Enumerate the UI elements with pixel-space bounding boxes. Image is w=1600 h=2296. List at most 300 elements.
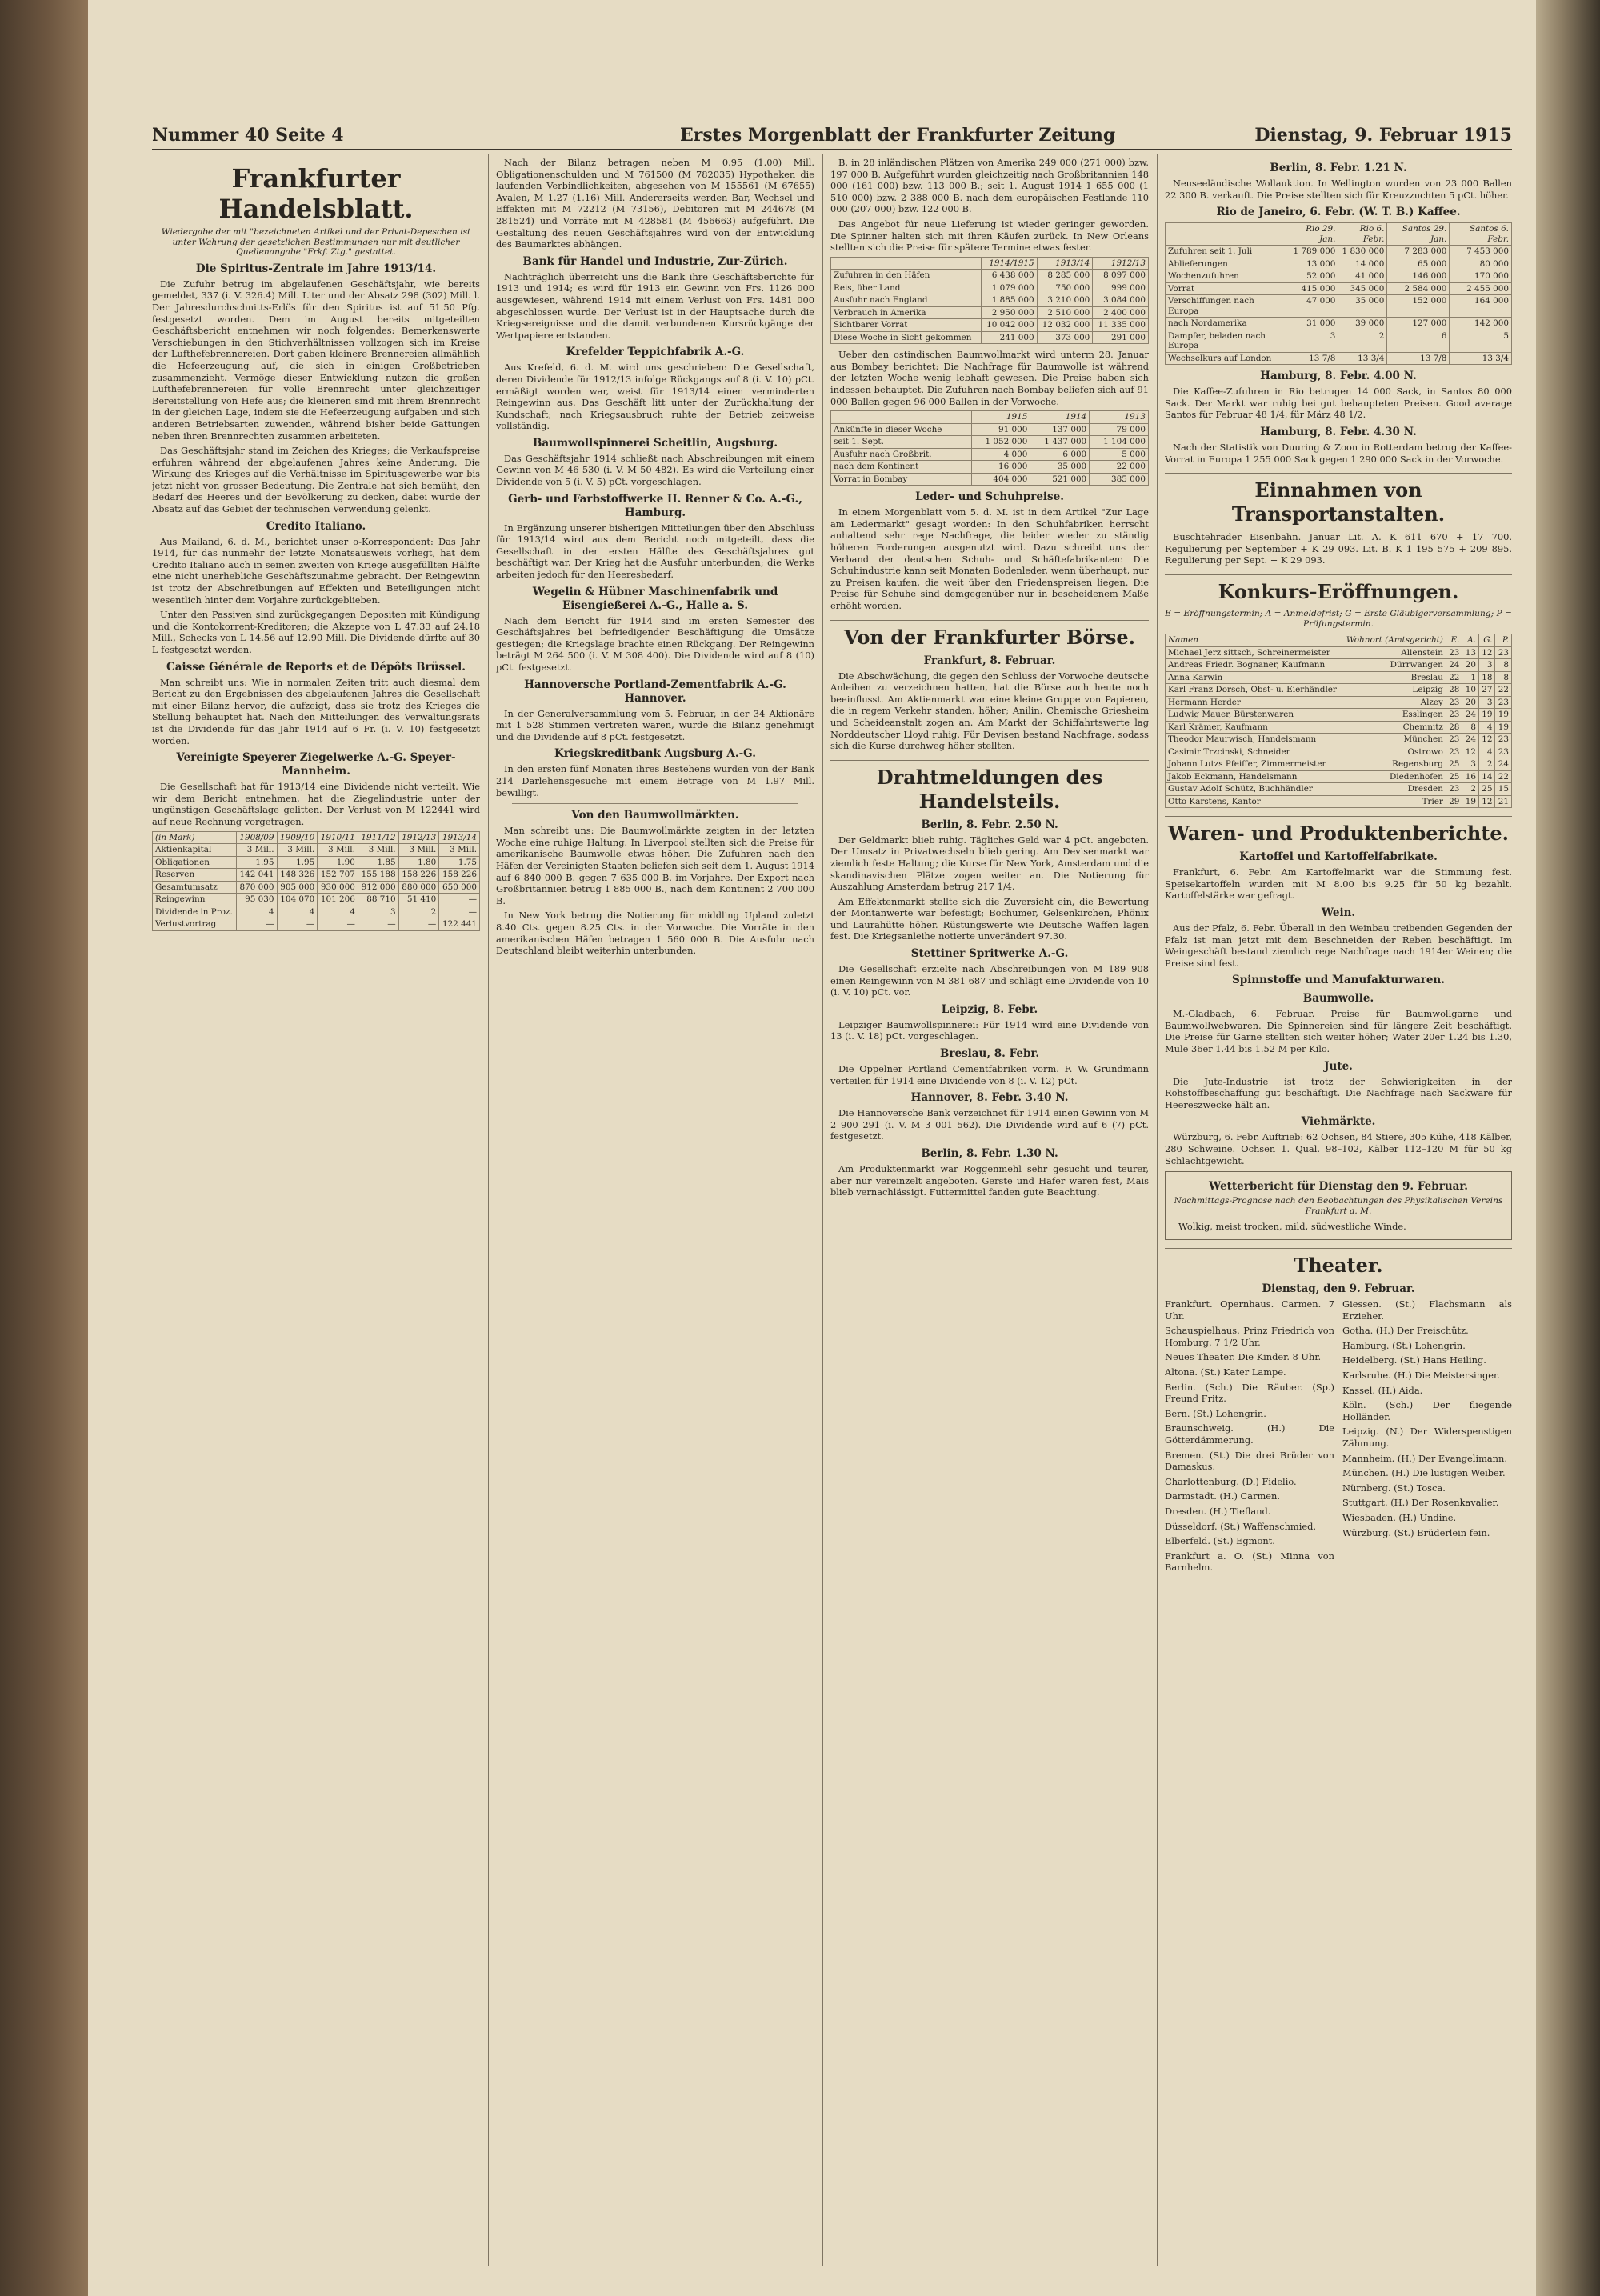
table-header: [1166, 223, 1290, 246]
table-cell: Esslingen: [1342, 709, 1446, 722]
article-text: Am Effektenmarkt stellte sich die Zuversicht ein, die Bewertung der Montanwerte war befestigt; Bochumer, Gelsenkirchen, Phönix und Laurahütte höher. Rüstungswerte wie Deutsche Waffen lagen fest. Die Kriegsanleihe notierte unverändert 97.30.: [830, 895, 1149, 942]
table-cell: 385 000: [1090, 473, 1149, 486]
article-text: Man schreibt uns: Die Baumwollmärkte zeigten in der letzten Woche eine ruhige Haltung. In Liverpool stellten sich die Preise für amerikanische Baumwolle etwas höher. Die Zufuhren nach den Häfen der Vereinigten Staaten beliefen sich seit dem 1. August 1914 auf 6 840 000 B. gegen 7 635 000 B. im Vorjahre. Der Export nach Großbritannien betrug 1 885 000 B., nach dem Kontinent 2 700 000 B.: [496, 825, 814, 906]
table-cell: 345 000: [1338, 282, 1387, 295]
table-cell: Verlustvortrag: [153, 918, 237, 931]
table-cell: 142 041: [236, 869, 277, 882]
table-cell: Ausfuhr nach England: [831, 294, 982, 307]
article-heading: Kartoffel und Kartoffelfabrikate.: [1239, 850, 1438, 864]
article-heading: Vereinigte Speyerer Ziegelwerke A.-G. Speyer-Mannheim.: [176, 751, 456, 778]
table-cell: 13 3/4: [1450, 352, 1512, 365]
table-cell: Dampfer, beladen nach Europa: [1166, 330, 1290, 352]
table-cell: 19: [1495, 721, 1512, 734]
table-cell: 164 000: [1450, 295, 1512, 318]
article-text: Das Angebot für neue Lieferung ist wieder geringer geworden. Die Spinner halten sich mit ihren Käufen zurück. In New Orleans stellten sich die Preise für spätere Termine etwas fester.: [830, 218, 1149, 254]
table-row: [831, 436, 1149, 449]
theater-entry: Giessen. (St.) Flachsmann als Erzieher.: [1342, 1298, 1512, 1322]
table-cell: 79 000: [1090, 423, 1149, 436]
theater-entry: Braunschweig. (H.) Die Götterdämmerung.: [1165, 1422, 1334, 1446]
table-cell: 13: [1462, 646, 1479, 659]
table-cell: Wechselkurs auf London: [1166, 352, 1290, 365]
table-cell: 29: [1446, 795, 1462, 808]
konkurs-table: [1165, 634, 1512, 808]
table-cell: 4: [1478, 721, 1495, 734]
ziegelwerke-table: [152, 831, 480, 931]
table-cell: Vorrat in Bombay: [831, 473, 972, 486]
table-cell: 170 000: [1450, 270, 1512, 283]
table-cell: 2 510 000: [1037, 306, 1093, 319]
article-text: Die Abschwächung, die gegen den Schluss der Vorwoche deutsche Anleihen zu verzeichnen hatten, hat die Börse auch heute noch beeinflusst. Am Aktienmarkt war eine kleine Gruppe von Papieren, die in regem Verkehr standen, höher; Anilin, Chemische Griesheim und Scheideanstalt zogen an. Am Markt der Schiffahrtswerte lag Norddeutscher Lloyd ruhig. Für Devisen bestand Nachfrage, sodass sich die Kurse durchweg höher stellten.: [830, 670, 1149, 752]
article-text: Ueber den ostindischen Baumwollmarkt wird unterm 28. Januar aus Bombay berichtet: Die Nachfrage für Baumwolle ist während der letzten Woche wenig lebhaft gewesen. Die Preise haben sich indessen behauptet. Die Zufuhren nach Bombay beliefen sich auf 91 000 Ballen gegen 96 000 Ballen in der Vorwoche.: [830, 349, 1149, 407]
article-text: Die Gesellschaft hat für 1913/14 eine Dividende nicht verteilt. Wie wir dem Bericht entnehmen, hat die Ziegelindustrie unter der ungünstigen Geschäftslage gelitten. Der Verlust von M 122441 wird auf neue Rechnung vorgetragen.: [152, 781, 480, 827]
article-text: Nachträglich überreicht uns die Bank ihre Geschäftsberichte für 1913 und 1914; es wird für 1913 ein Gewinn von Frs. 1126 000 ausgewiesen, während 1914 mit einem Verlust von Frs. 1481 000 abgeschlossen wurde. Der Verlust ist in der Hauptsache durch die Kriegsereignisse und die damit verbundenen Kursrückgänge der Wertpapiere entstanden.: [496, 270, 814, 341]
masthead-date: Dienstag, 9. Februar 1915: [1254, 125, 1512, 146]
article-heading: Von den Baumwollmärkten.: [571, 809, 739, 822]
theater-entry: München. (H.) Die lustigen Weiber.: [1342, 1467, 1506, 1479]
table-cell: 750 000: [1037, 282, 1093, 294]
table-cell: 905 000: [277, 881, 318, 894]
table-cell: 28: [1446, 721, 1462, 734]
table-cell: 24: [1446, 659, 1462, 672]
table-cell: Gustav Adolf Schütz, Buchhändler: [1166, 783, 1342, 796]
theater-entry: Schauspielhaus. Prinz Friedrich von Homburg. 7 1/2 Uhr.: [1165, 1325, 1334, 1348]
table-cell: 23: [1495, 734, 1512, 746]
table-cell: 18: [1478, 671, 1495, 684]
article-heading: Hannoversche Portland-Zementfabrik A.-G. Hannover.: [524, 678, 786, 705]
table-row: [153, 906, 480, 918]
theater-entry: Leipzig. (N.) Der Widerspenstigen Zähmung.: [1342, 1426, 1512, 1449]
reproduction-notice: Wiedergabe der mit "bezeichneten Artikel und der Privat-Depeschen ist unter Wahrung der gesetzlichen Bestimmungen nur mit deutlicher Quellenangabe "Frkf. Ztg." gestattet.: [161, 227, 471, 258]
table-row: [831, 270, 1149, 282]
table-cell: 80 000: [1450, 258, 1512, 270]
table-header: 1909/10: [277, 831, 318, 844]
table-cell: 2 584 000: [1387, 282, 1450, 295]
table-cell: 47 000: [1290, 295, 1338, 318]
article-text: Nach dem Bericht für 1914 sind im ersten Semester des Geschäftsjahres bei befriedigender Beschäftigung die Umsätze gestiegen; die Kriegslage brachte einen Rückgang. Der Reingewinn beträgt M 264 500 (i. V. M 308 400). Die Dividende wird auf 8 (10) pCt. festgesetzt.: [496, 614, 814, 673]
table-cell: 158 226: [439, 869, 480, 882]
table-cell: 3: [1478, 696, 1495, 709]
table-cell: 14: [1478, 770, 1495, 783]
theater-entry: Wiesbaden. (H.) Undine.: [1342, 1511, 1457, 1523]
table-cell: 1 079 000: [981, 282, 1037, 294]
table-header: G.: [1478, 634, 1495, 647]
table-row: [1166, 770, 1512, 783]
table-cell: 1.90: [318, 856, 358, 869]
theater-entry: Mannheim. (H.) Der Evangelimann.: [1342, 1452, 1507, 1464]
table-cell: 23: [1446, 746, 1462, 758]
table-cell: 1 052 000: [971, 436, 1030, 449]
table-header: E.: [1446, 634, 1462, 647]
table-header: 1912/13: [1093, 257, 1149, 270]
table-cell: 148 326: [277, 869, 318, 882]
article-text: Die Gesellschaft erzielte nach Abschreibungen von M 189 908 einen Reingewinn von M 381 687 und schlägt eine Dividende von 10 (i. V. 10) pCt. vor.: [830, 963, 1149, 998]
theater-entry: Frankfurt. Opernhaus. Carmen. 7 Uhr.: [1165, 1298, 1334, 1322]
table-cell: 23: [1446, 783, 1462, 796]
table-cell: Wochenzufuhren: [1166, 270, 1290, 283]
table-cell: 22: [1446, 671, 1462, 684]
table-cell: Chemnitz: [1342, 721, 1446, 734]
table-header: (in Mark): [153, 831, 237, 844]
theater-entry: Berlin. (Sch.) Die Räuber. (Sp.) Freund Fritz.: [1165, 1381, 1334, 1405]
table-cell: 2: [1462, 783, 1479, 796]
theater-entry: Neues Theater. Die Kinder. 8 Uhr.: [1165, 1351, 1322, 1363]
table-cell: Ostrowo: [1342, 746, 1446, 758]
article-text: Frankfurt, 6. Febr. Am Kartoffelmarkt war die Stimmung fest. Speisekartoffeln wurden mit M 8.00 bis 9.25 für 50 kg bezahlt. Kartoffelstärke war gefragt.: [1165, 866, 1512, 902]
table-cell: 2 455 000: [1450, 282, 1512, 295]
table-cell: 2 400 000: [1093, 306, 1149, 319]
table-row: [831, 331, 1149, 344]
table-cell: 13 3/4: [1338, 352, 1387, 365]
table-cell: 1 104 000: [1090, 436, 1149, 449]
table-cell: Andreas Friedr. Bognaner, Kaufmann: [1166, 659, 1342, 672]
table-cell: Ankünfte in dieser Woche: [831, 423, 972, 436]
table-cell: 3 Mill.: [398, 844, 439, 857]
table-cell: 15: [1495, 783, 1512, 796]
article-text: Am Produktenmarkt war Roggenmehl sehr gesucht und teurer, aber nur vereinzelt angeboten. Gerste und Hafer waren fest, Mais blieb vernachlässigt. Futtermittel fanden gute Beachtung.: [830, 1163, 1149, 1198]
table-cell: 373 000: [1037, 331, 1093, 344]
section-title: Theater.: [1165, 1248, 1512, 1278]
masthead-paper-title: Erstes Morgenblatt der Frankfurter Zeitung: [680, 125, 1116, 146]
table-row: [1166, 246, 1512, 258]
table-cell: 20: [1462, 659, 1479, 672]
dateline: Frankfurt, 8. Februar.: [923, 654, 1056, 667]
theater-column-left: [1165, 1298, 1334, 1577]
table-cell: 4 000: [971, 448, 1030, 461]
table-cell: 25: [1478, 783, 1495, 796]
table-cell: 6 438 000: [981, 270, 1037, 282]
table-cell: 24: [1462, 709, 1479, 722]
table-cell: 3 084 000: [1093, 294, 1149, 307]
masthead: [152, 120, 1512, 149]
theater-entry: Altona. (St.) Kater Lampe.: [1165, 1366, 1286, 1378]
table-cell: 14 000: [1338, 258, 1387, 270]
theater-entry: Bremen. (St.) Die drei Brüder von Damaskus.: [1165, 1449, 1334, 1473]
table-cell: 1: [1462, 671, 1479, 684]
table-row: [1166, 696, 1512, 709]
article-heading: Gerb- und Farbstoffwerke H. Renner & Co. A.-G., Hamburg.: [508, 492, 802, 519]
theater-entry: Düsseldorf. (St.) Waffenschmied.: [1165, 1520, 1317, 1532]
table-header: Santos 6. Febr.: [1450, 223, 1512, 246]
article-text: Neuseeländische Wollauktion. In Wellington wurden von 23 000 Ballen 22 300 B. verkauft. Die Preise stellten sich für Kreuzzuchten 5 pCt. höher.: [1165, 178, 1512, 201]
table-row: [1166, 282, 1512, 295]
table-cell: 3: [358, 906, 398, 918]
table-cell: 13 7/8: [1290, 352, 1338, 365]
konkurs-legend: E = Eröffnungstermin; A = Anmeldefrist; G = Erste Gläubigerversammlung; P = Prüfungstermin.: [1165, 608, 1512, 629]
table-cell: —: [358, 918, 398, 931]
table-cell: 146 000: [1387, 270, 1450, 283]
table-cell: Michael Jerz sittsch, Schreinermeister: [1166, 646, 1342, 659]
table-cell: 8: [1495, 659, 1512, 672]
table-cell: 152 000: [1387, 295, 1450, 318]
article-heading: Rio de Janeiro, 6. Febr. (W. T. B.) Kaffee.: [1216, 206, 1461, 219]
table-row: [1166, 258, 1512, 270]
theater-entry: Karlsruhe. (H.) Die Meistersinger.: [1342, 1369, 1500, 1381]
table-cell: 3 Mill.: [358, 844, 398, 857]
table-row: [831, 448, 1149, 461]
theater-column-right: [1342, 1298, 1512, 1577]
table-cell: Aktienkapital: [153, 844, 237, 857]
table-cell: 1 789 000: [1290, 246, 1338, 258]
table-cell: seit 1. Sept.: [831, 436, 972, 449]
table-cell: Diedenhofen: [1342, 770, 1446, 783]
theater-entry: Dresden. (H.) Tiefland.: [1165, 1505, 1271, 1517]
table-cell: 4: [277, 906, 318, 918]
section-title: Drahtmeldungen des Handelsteils.: [830, 760, 1149, 814]
table-cell: Zufuhren seit 1. Juli: [1166, 246, 1290, 258]
table-row: [1166, 709, 1512, 722]
article-text: Das Geschäftsjahr stand im Zeichen des Krieges; die Verkaufspreise erfuhren während der abgelaufenen Jahres keine Änderung. Die Wirkung des Krieges auf die Verhältnisse im Spiritusgewerbe war bis jetzt nicht von grosser Bedeutung. Die Zentrale hat sich bemüht, den Bedarf des Heeres und der Bevölkerung zu decken, dabei wurde der Absatz auf das Gebiet der technischen Verwendung gelenkt.: [152, 445, 480, 515]
table-cell: 241 000: [981, 331, 1037, 344]
table-cell: 22: [1495, 684, 1512, 697]
table-cell: 8 285 000: [1037, 270, 1093, 282]
table-cell: 5: [1450, 330, 1512, 352]
table-cell: 1.75: [439, 856, 480, 869]
table-cell: 31 000: [1290, 318, 1338, 330]
section-title: Von der Frankfurter Börse.: [830, 620, 1149, 650]
table-cell: Alzey: [1342, 696, 1446, 709]
table-cell: 12: [1478, 795, 1495, 808]
table-cell: Reingewinn: [153, 894, 237, 906]
table-cell: nach Nordamerika: [1166, 318, 1290, 330]
table-cell: Verschiffungen nach Europa: [1166, 295, 1290, 318]
article-text: Die Zufuhr betrug im abgelaufenen Geschäftsjahr, wie bereits gemeldet, 337 (i. V. 326.4) Mill. Liter und der Absatz 298 (302) Mill. l. Der Jahresdurchschnitts-Erlös für den Spiritus ist auf 51.50 Pfg. festgesetzt worden. Dem im August bereits mitgeteilten Geschäftsbericht entnehmen wir noch folgendes: Bemerkenswerte Verschiebungen in den Stichverhältnissen vollzogen sich im Kreise der Lufthefebrennereien. Dort gaben kleinere Brennereien allmählich die Hefeerzeugung auf, die sich in einigen Großbetrieben zusammenzieht. Vermöge dieser Entwicklung nutzen die großen Lufthefebrennereien für volle Brennrecht unter gleichzeitiger Bereitstellung von Hefe aus; die kleineren sind mit ihrem Brennrecht in der gleichen Lage, indem sie die Hefeerzeugung aufgaben und sich anderen Betriebsarten zuwenden, während bisher beide Gattungen neben ihren Brennrechten zusammen arbeiteten.: [152, 278, 480, 442]
table-cell: 91 000: [971, 423, 1030, 436]
table-cell: Otto Karstens, Kantor: [1166, 795, 1342, 808]
page-edge: [1536, 0, 1600, 2296]
table-cell: 3 Mill.: [439, 844, 480, 857]
table-cell: Ausfuhr nach Großbrit.: [831, 448, 972, 461]
table-cell: 23: [1495, 746, 1512, 758]
table-cell: 650 000: [439, 881, 480, 894]
table-cell: 10: [1462, 684, 1479, 697]
section-title: Frankfurter Handelsblatt.: [218, 163, 414, 224]
table-cell: —: [318, 918, 358, 931]
table-cell: 21: [1495, 795, 1512, 808]
table-cell: 3: [1462, 758, 1479, 771]
theater-entry: Nürnberg. (St.) Tosca.: [1342, 1482, 1446, 1494]
table-cell: Dividende in Proz.: [153, 906, 237, 918]
theater-listings: [1165, 1298, 1512, 1577]
table-cell: 12 032 000: [1037, 319, 1093, 332]
weather-text: Wolkig, meist trocken, mild, südwestliche Winde.: [1178, 1221, 1406, 1233]
article-text: M.-Gladbach, 6. Februar. Preise für Baumwollgarne und Baumwollwebwaren. Die Spinnereien sind für längere Zeit beschäftigt. Die Preise für Garne stellten sich weiter höher; Water 20er 1.24 bis 1.30, Mule 36er 1.44 bis 1.52 M per Kilo.: [1165, 1008, 1512, 1055]
table-row: [1166, 330, 1512, 352]
table-row: [1166, 318, 1512, 330]
table-header: 1910/11: [318, 831, 358, 844]
article-heading: Leder- und Schuhpreise.: [915, 490, 1064, 504]
table-cell: 127 000: [1387, 318, 1450, 330]
table-cell: 41 000: [1338, 270, 1387, 283]
table-cell: Leipzig: [1342, 684, 1446, 697]
table-row: [1166, 684, 1512, 697]
table-row: [1166, 746, 1512, 758]
theater-entry: Gotha. (H.) Der Freischütz.: [1342, 1325, 1469, 1337]
article-text: Aus Krefeld, 6. d. M. wird uns geschrieben: Die Gesellschaft, deren Dividende für 1912/13 infolge Rückgangs auf 8 (i. V. 10) pCt. ermäßigt worden war, weist für 1913/14 einen verminderten Reingewinn aus. Das Geschäft litt unter der Zurückhaltung der Kundschaft; nach Kriegsausbruch ruhte der Betrieb zeitweise vollständig.: [496, 362, 814, 432]
table-header: Wohnort (Amtsgericht): [1342, 634, 1446, 647]
table-cell: Vorrat: [1166, 282, 1290, 295]
column-3: [830, 157, 1149, 2269]
table-cell: 12: [1478, 734, 1495, 746]
table-cell: 7 453 000: [1450, 246, 1512, 258]
table-cell: 39 000: [1338, 318, 1387, 330]
table-cell: 51 410: [398, 894, 439, 906]
table-cell: 19: [1462, 795, 1479, 808]
column-rule: [488, 154, 489, 2266]
table-row: [831, 319, 1149, 332]
table-cell: 20: [1462, 696, 1479, 709]
table-header: [831, 257, 982, 270]
article-heading: Hamburg, 8. Febr. 4.00 N.: [1260, 370, 1417, 383]
table-cell: 8: [1462, 721, 1479, 734]
weather-subtitle: Nachmittags-Prognose nach den Beobachtungen des Physikalischen Vereins Frankfurt a. M.: [1174, 1196, 1503, 1216]
table-cell: 1.95: [236, 856, 277, 869]
theater-entry: Heidelberg. (St.) Hans Heiling.: [1342, 1354, 1486, 1366]
table-cell: 152 707: [318, 869, 358, 882]
table-header: 1911/12: [358, 831, 398, 844]
table-header: 1914/1915: [981, 257, 1037, 270]
theater-entry: Würzburg. (St.) Brüderlein fein.: [1342, 1526, 1490, 1538]
table-cell: 88 710: [358, 894, 398, 906]
article-text: Nach der Bilanz betragen neben M 0.95 (1.00) Mill. Obligationenschulden und M 761500 (M 782035) Hypotheken die laufenden Verbindlichkeiten, abgesehen von M 155561 (M 67655) Avalen, M 1.27 (1.16) Mill. Andererseits werden Bar, Wechsel und Effekten mit M 72212 (M 73156), Debitoren mit M 244678 (M 281524) und Vorräte mit M 428581 (M 456663) aufgeführt. Die Gestaltung des neuen Geschäftsjahres wird von der Entwicklung des Baumarktes abhängen.: [496, 157, 814, 250]
table-header: Namen: [1166, 634, 1342, 647]
table-cell: 16 000: [971, 461, 1030, 474]
article-heading: Caisse Générale de Reports et de Dépôts Brüssel.: [166, 660, 466, 674]
table-cell: 912 000: [358, 881, 398, 894]
table-cell: 8: [1495, 671, 1512, 684]
table-cell: Ablieferungen: [1166, 258, 1290, 270]
table-cell: 23: [1446, 734, 1462, 746]
article-text: Die Kaffee-Zufuhren in Rio betrugen 14 000 Sack, in Santos 80 000 Sack. Der Markt war ruhig bei gut behaupteten Preisen. Good average Santos für Februar 48 1/4, für März 48 1/2.: [1165, 386, 1512, 421]
article-text: Würzburg, 6. Febr. Auftrieb: 62 Ochsen, 84 Stiere, 305 Kühe, 418 Kälber, 280 Schweine. Ochsen 1. Qual. 98–102, Kälber 112–120 M für 50 kg Schlachtgewicht.: [1165, 1131, 1512, 1166]
table-cell: 1.80: [398, 856, 439, 869]
table-row: [1166, 659, 1512, 672]
table-cell: 404 000: [971, 473, 1030, 486]
table-cell: 12: [1478, 646, 1495, 659]
column-rule: [1157, 154, 1158, 2266]
section-title: Einnahmen von Transportanstalten.: [1165, 473, 1512, 526]
table-cell: 4: [1478, 746, 1495, 758]
article-text: Die Jute-Industrie ist trotz der Schwierigkeiten in der Rohstoffbeschaffung gut beschäftigt. Die Nachfrage nach Sackware für Heereszwecke hält an.: [1165, 1075, 1512, 1110]
theater-entry: Elberfeld. (St.) Egmont.: [1165, 1535, 1275, 1547]
table-row: [153, 918, 480, 931]
theater-entry: Bern. (St.) Lohengrin.: [1165, 1407, 1266, 1419]
article-text: Man schreibt uns: Wie in normalen Zeiten tritt auch diesmal dem Bericht zu den Ergebnissen des abgelaufenen Jahres die Gesellschaft mit einer Bilanz hervor, die aufzeigt, dass sie trotz des Krieges die Stellung behauptet hat. Nach den Mitteilungen des Verwaltungsrats ist die Dividende für das Jahr 1914 auf 6 Fr. (i. V. 10) festgesetzt worden.: [152, 676, 480, 746]
table-cell: 28: [1446, 684, 1462, 697]
table-cell: 1 885 000: [981, 294, 1037, 307]
table-cell: 23: [1446, 709, 1462, 722]
table-cell: Casimir Trzcinski, Schneider: [1166, 746, 1342, 758]
article-text: Der Geldmarkt blieb ruhig. Tägliches Geld war 4 pCt. angeboten. Der Umsatz in Privatwechseln blieb gering. Am Devisenmarkt war ziemlich feste Haltung; die Kurse für New York, Amsterdam und die skandinavischen Plätze zogen weiter an. Die Notierung für Auszahlung Amsterdam betrug 217 1/4.: [830, 834, 1149, 893]
table-header: Rio 6. Febr.: [1338, 223, 1387, 246]
article-heading: Jute.: [1324, 1059, 1353, 1073]
article-heading: Baumwollspinnerei Scheitlin, Augsburg.: [532, 436, 778, 450]
theater-entry: Charlottenburg. (D.) Fidelio.: [1165, 1475, 1297, 1487]
table-row: [153, 881, 480, 894]
separator: [512, 803, 798, 804]
table-cell: Allenstein: [1342, 646, 1446, 659]
table-row: [153, 894, 480, 906]
theater-entry: Darmstadt. (H.) Carmen.: [1165, 1490, 1281, 1502]
section-title: Konkurs-Eröffnungen.: [1165, 574, 1512, 604]
table-cell: 2 950 000: [981, 306, 1037, 319]
table-cell: Hermann Herder: [1166, 696, 1342, 709]
table-cell: Karl Krämer, Kaufmann: [1166, 721, 1342, 734]
table-cell: —: [439, 894, 480, 906]
table-cell: Sichtbarer Vorrat: [831, 319, 982, 332]
table-cell: 23: [1446, 696, 1462, 709]
article-text: Buschtehrader Eisenbahn. Januar Lit. A. K 611 670 + 17 700. Regulierung per September + K 29 093. Lit. B. K 1 195 575 + 209 895. Regulierung per Sept. + K 29 093.: [1165, 531, 1512, 566]
table-cell: 22: [1495, 770, 1512, 783]
table-row: [1166, 295, 1512, 318]
table-cell: 24: [1462, 734, 1479, 746]
table-row: [831, 473, 1149, 486]
table-cell: 8 097 000: [1093, 270, 1149, 282]
table-cell: 3: [1478, 659, 1495, 672]
table-cell: 5 000: [1090, 448, 1149, 461]
table-cell: 19: [1495, 709, 1512, 722]
table-cell: 880 000: [398, 881, 439, 894]
table-row: [1166, 795, 1512, 808]
article-heading: Stettiner Spritwerke A.-G.: [910, 947, 1069, 961]
table-header: 1913: [1090, 411, 1149, 424]
article-heading: Krefelder Teppichfabrik A.-G.: [566, 346, 745, 359]
table-row: [1166, 352, 1512, 365]
article-heading: Hannover, 8. Febr. 3.40 N.: [910, 1091, 1069, 1105]
table-cell: 35 000: [1030, 461, 1090, 474]
table-cell: Reserven: [153, 869, 237, 882]
table-cell: 25: [1446, 758, 1462, 771]
article-text: In den ersten fünf Monaten ihres Bestehens wurden von der Bank 214 Darlehensgesuche mit einem Betrage von M 1.97 Mill. bewilligt.: [496, 763, 814, 798]
table-cell: 22 000: [1090, 461, 1149, 474]
table-cell: 35 000: [1338, 295, 1387, 318]
dateline: Dienstag, den 9. Februar.: [1262, 1282, 1415, 1295]
table-row: [1166, 758, 1512, 771]
newspaper-page: [88, 0, 1536, 2296]
table-cell: 52 000: [1290, 270, 1338, 283]
article-heading: Wegelin & Hübner Maschinenfabrik und Eisengießerei A.-G., Halle a. S.: [532, 585, 778, 612]
table-cell: 10 042 000: [981, 319, 1037, 332]
table-row: [1166, 734, 1512, 746]
theater-entry: Hamburg. (St.) Lohengrin.: [1342, 1339, 1466, 1351]
table-cell: 7 283 000: [1387, 246, 1450, 258]
table-cell: 415 000: [1290, 282, 1338, 295]
table-cell: 3 210 000: [1037, 294, 1093, 307]
table-cell: 27: [1478, 684, 1495, 697]
table-row: [831, 282, 1149, 294]
table-header: P.: [1495, 634, 1512, 647]
table-row: [153, 844, 480, 857]
table-header: 1908/09: [236, 831, 277, 844]
article-text: Leipziger Baumwollspinnerei: Für 1914 wird eine Dividende von 13 (i. V. 18) pCt. vorgeschlagen.: [830, 1018, 1149, 1042]
table-cell: 1 437 000: [1030, 436, 1090, 449]
table-cell: 2: [1478, 758, 1495, 771]
table-cell: 24: [1495, 758, 1512, 771]
table-cell: 23: [1446, 646, 1462, 659]
table-header: 1914: [1030, 411, 1090, 424]
article-heading: Berlin, 8. Febr. 2.50 N.: [921, 818, 1058, 831]
article-heading: Hamburg, 8. Febr. 4.30 N.: [1260, 425, 1417, 438]
table-cell: 3: [1290, 330, 1338, 352]
table-row: [1166, 783, 1512, 796]
table-row: [153, 856, 480, 869]
article-text: Die Hannoversche Bank verzeichnet für 1914 einen Gewinn von M 2 900 291 (i. V. M 3 001 562). Die Dividende wird auf 6 (7) pCt. festgesetzt.: [830, 1107, 1149, 1142]
table-cell: —: [398, 918, 439, 931]
table-cell: Regensburg: [1342, 758, 1446, 771]
table-cell: Gesamtumsatz: [153, 881, 237, 894]
table-row: [831, 423, 1149, 436]
table-cell: 3 Mill.: [277, 844, 318, 857]
table-row: [1166, 646, 1512, 659]
